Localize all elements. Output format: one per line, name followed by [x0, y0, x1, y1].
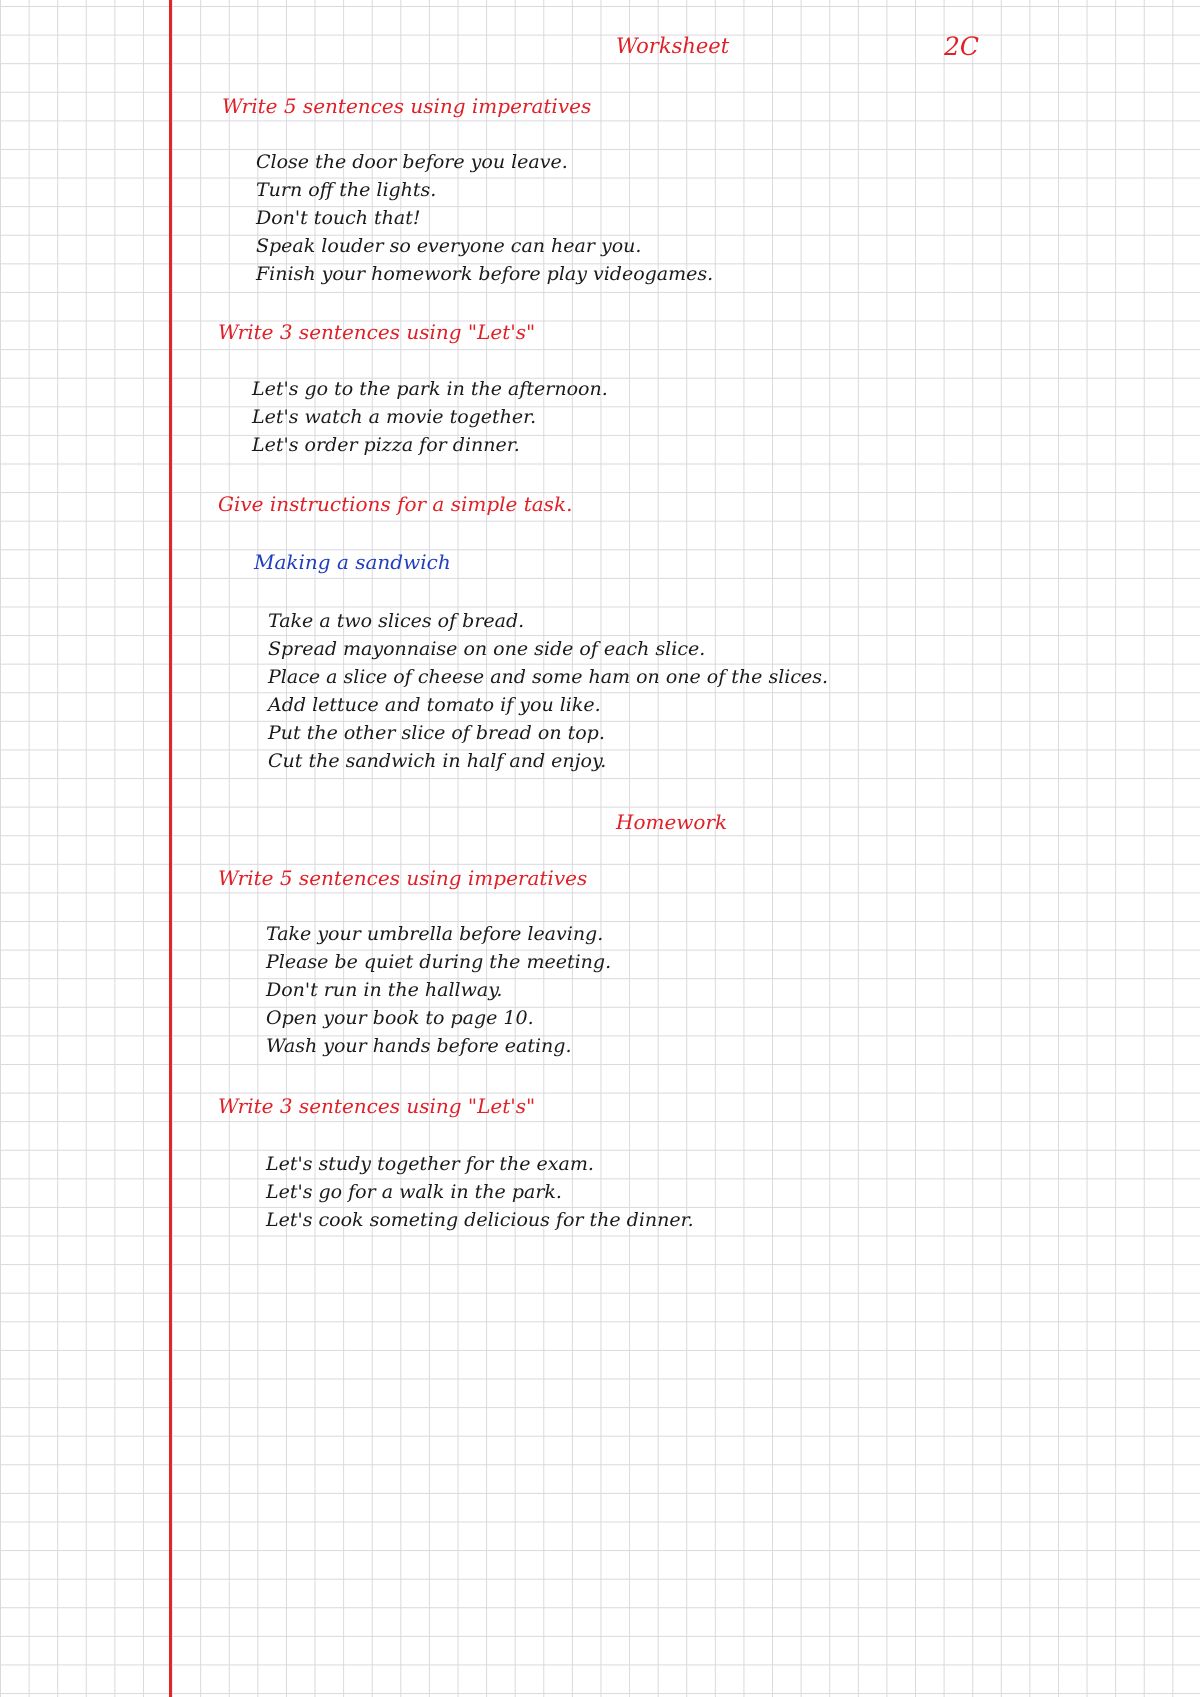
list-item: Please be quiet during the meeting. [266, 951, 612, 973]
list-item: Wash your hands before eating. [266, 1035, 572, 1057]
worksheet-title: Worksheet [616, 34, 730, 58]
list-item: Don't touch that! [256, 207, 421, 229]
section-heading-instructions: Give instructions for a simple task. [218, 492, 573, 516]
list-item: Let's order pizza for dinner. [252, 434, 520, 456]
imperatives-list [256, 148, 713, 288]
list-item: Let's cook someting delicious for the dinner. [266, 1209, 694, 1231]
section-heading-lets: Write 3 sentences using "Let's" [218, 320, 536, 344]
list-item: Put the other slice of bread on top. [268, 722, 605, 744]
list-item: Let's watch a movie together. [252, 406, 537, 428]
list-item: Place a slice of cheese and some ham on one of the slices. [268, 666, 829, 688]
page-number: 2C [944, 32, 980, 61]
list-item: Speak louder so everyone can hear you. [256, 235, 642, 257]
homework-heading-imperatives: Write 5 sentences using imperatives [218, 866, 588, 890]
task-subheading: Making a sandwich [254, 550, 451, 574]
list-item: Take a two slices of bread. [268, 610, 525, 632]
homework-heading-lets: Write 3 sentences using "Let's" [218, 1094, 536, 1118]
list-item: Let's go for a walk in the park. [266, 1181, 562, 1203]
list-item: Let's study together for the exam. [266, 1153, 594, 1175]
list-item: Spread mayonnaise on one side of each slice. [268, 638, 706, 660]
list-item: Let's go to the park in the afternoon. [252, 378, 608, 400]
list-item: Turn off the lights. [256, 179, 437, 201]
instructions-list [268, 607, 828, 775]
list-item: Finish your homework before play videogames. [256, 263, 714, 285]
list-item: Close the door before you leave. [256, 151, 568, 173]
section-heading-imperatives: Write 5 sentences using imperatives [222, 94, 592, 118]
list-item: Open your book to page 10. [266, 1007, 534, 1029]
lets-list [252, 375, 608, 459]
list-item: Take your umbrella before leaving. [266, 923, 604, 945]
homework-imperatives-list [266, 920, 611, 1060]
homework-title: Homework [616, 810, 728, 834]
list-item: Add lettuce and tomato if you like. [268, 694, 601, 716]
list-item: Don't run in the hallway. [266, 979, 503, 1001]
homework-lets-list [266, 1150, 694, 1234]
list-item: Cut the sandwich in half and enjoy. [268, 750, 607, 772]
